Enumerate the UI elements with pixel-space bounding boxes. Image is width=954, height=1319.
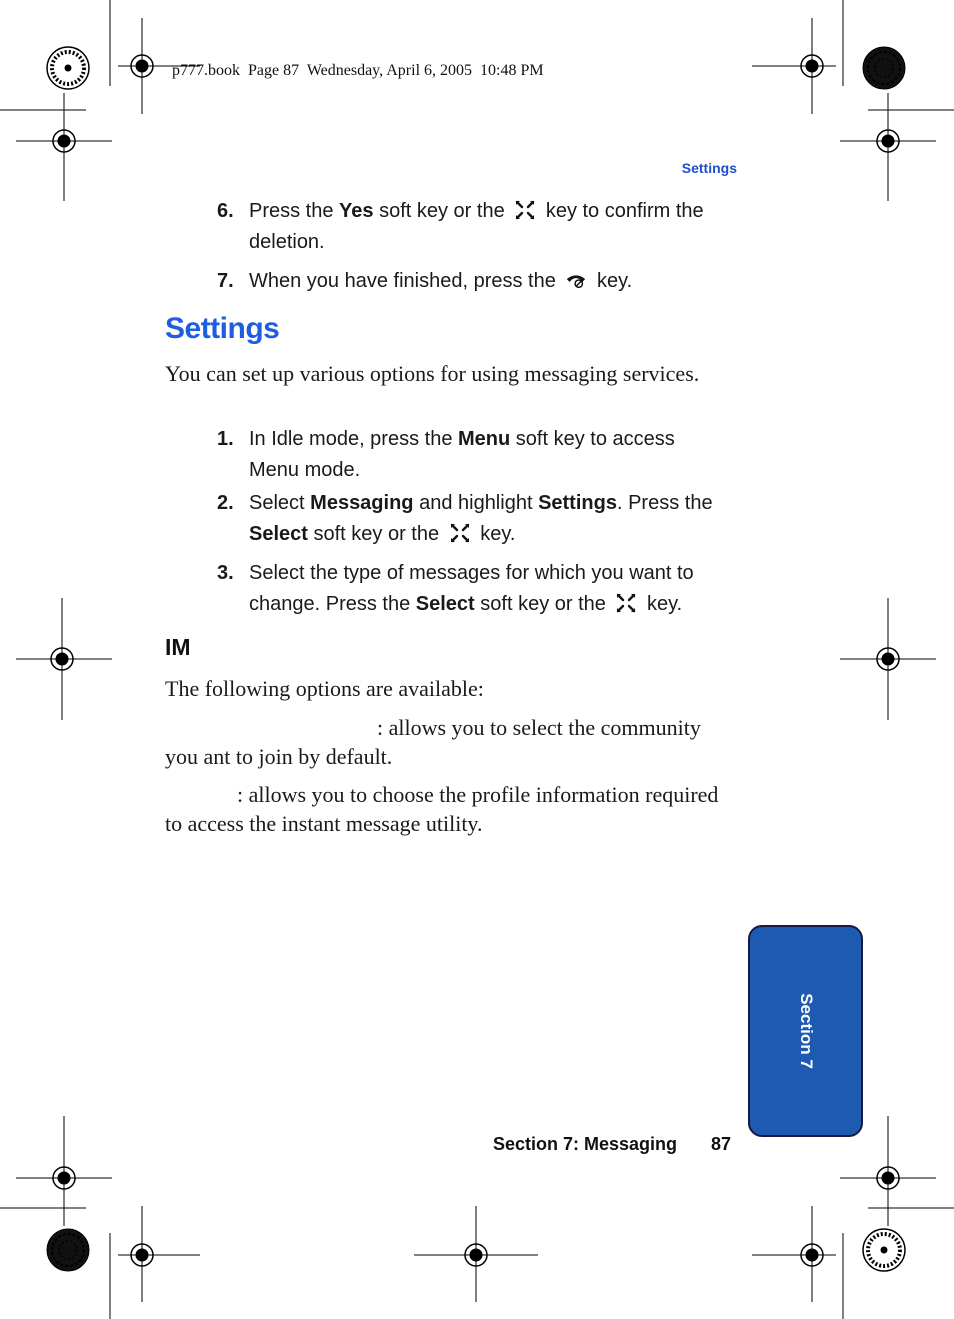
- end-key-icon: [565, 270, 587, 290]
- registration-target-icon: [16, 93, 112, 201]
- step-number: 7.: [217, 270, 234, 292]
- step-text: Select the type of messages for which you want to change. Press the Select soft key or the key.: [249, 562, 694, 615]
- nav-ok-key-icon: [615, 593, 637, 613]
- option-profile: : allows you to choose the profile information required to access the instant message utility.: [165, 782, 719, 836]
- step-3: [217, 558, 717, 620]
- step-text: Select Messaging and highlight Settings. Press the Select soft key or the key.: [249, 492, 713, 545]
- page-number: 87: [711, 1134, 732, 1154]
- subsection-heading: IM: [165, 634, 191, 660]
- print-header: p777.book Page 87 Wednesday, April 6, 2005 10:48 PM: [172, 62, 544, 79]
- step-number: 2.: [217, 492, 234, 514]
- step-7: [217, 266, 717, 297]
- registration-target-icon: [414, 1206, 538, 1302]
- registration-target-icon: [16, 1116, 112, 1226]
- nav-ok-key-icon: [514, 200, 536, 220]
- step-number: 1.: [217, 428, 234, 450]
- step-text: Press the Yes soft key or the key to confirm the deletion.: [249, 200, 704, 253]
- option-default-community: : allows you to select the community you ant to join by default.: [165, 715, 701, 769]
- nav-ok-key-icon: [449, 523, 471, 543]
- step-1: [217, 424, 717, 486]
- options-intro: The following options are available:: [165, 676, 484, 701]
- registration-target-icon: [118, 1206, 200, 1302]
- section-tab-label: Section 7: [796, 993, 816, 1069]
- intro-paragraph: You can set up various options for using messaging services.: [165, 361, 700, 386]
- moire-target-icon: [47, 1229, 89, 1271]
- step-2: [217, 488, 717, 550]
- starburst-target-icon: [47, 47, 89, 89]
- running-head: Settings: [681, 160, 737, 176]
- registration-target-icon: [840, 93, 936, 201]
- registration-target-icon: [752, 1206, 836, 1302]
- starburst-target-icon: [863, 1229, 905, 1271]
- step-6: [217, 196, 717, 258]
- footer-section-title: Section 7: Messaging: [493, 1134, 678, 1154]
- registration-target-icon: [752, 18, 836, 114]
- section-tab: [748, 925, 863, 1137]
- step-text: When you have finished, press the key.: [249, 270, 633, 292]
- section-heading: Settings: [165, 312, 280, 345]
- registration-target-icon: [16, 598, 112, 720]
- registration-target-icon: [840, 598, 936, 720]
- moire-target-icon: [863, 47, 905, 89]
- step-text: In Idle mode, press the Menu soft key to access Menu mode.: [249, 428, 675, 481]
- step-number: 6.: [217, 200, 234, 222]
- step-number: 3.: [217, 562, 234, 584]
